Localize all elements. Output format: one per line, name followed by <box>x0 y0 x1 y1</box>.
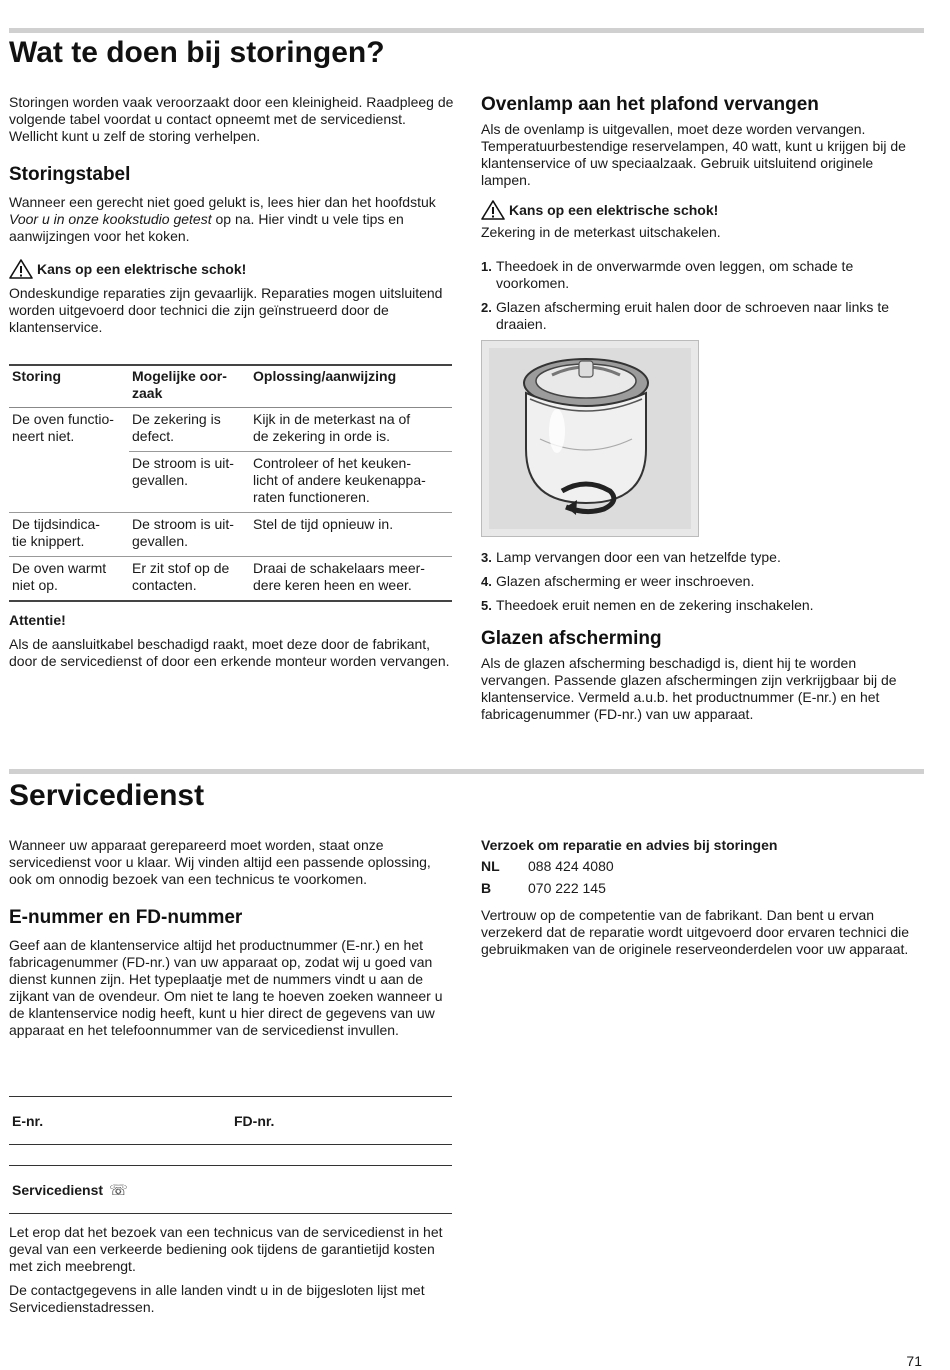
page-title-storingen: Wat te doen bij storingen? <box>9 36 385 69</box>
ovenlamp-intro: Als de ovenlamp is uitgevallen, moet deze worden vervangen. Temperatuurbestendige reservelampen, 40 watt, kunt u krijgen bij de klantenservice of uw speciaalzaak. Gebruik uitsluitend originele lampen. <box>481 121 906 188</box>
form-fdnr-label: FD-nr. <box>234 1113 275 1129</box>
page-title-servicedienst: Servicedienst <box>9 779 205 812</box>
form-line <box>9 1213 452 1214</box>
steps-list-b <box>481 549 926 614</box>
enr-text: Geef aan de klantenservice altijd het productnummer (E-nr.) en het fabricagenummer (FD-nr.) van uw apparaat op, zodat wij u goed van dienst kunnen zijn. Het typeplaatje met de nummers vindt u aan de zijkant van de ovendeur. Om niet te lang te hoeven zoeken wanneer u de klantenservice nodig heeft, kunt u hier direct de gegevens van uw apparaat en het telefoonnummer van de servicedienst invullen. <box>9 937 443 1038</box>
table-header: Mogelijke oor- zaak <box>132 368 227 401</box>
list-item: 3. Lamp vervangen door een van hetzelfde type. <box>481 549 781 565</box>
table-cell <box>9 452 129 513</box>
warning-triangle-icon <box>481 200 505 220</box>
table-row <box>9 408 452 452</box>
contact-row <box>481 877 926 899</box>
enr-heading: E-nummer en FD-nummer <box>9 907 243 928</box>
warning-electric-shock <box>481 200 926 220</box>
table-cell: De oven functio- neert niet. <box>12 411 114 444</box>
storingstabel <box>9 364 452 602</box>
country-code: NL <box>481 858 500 874</box>
ovenlamp-heading: Ovenlamp aan het plafond vervangen <box>481 94 819 115</box>
table-cell: Er zit stof op de contacten. <box>132 560 230 593</box>
table-row <box>9 557 452 602</box>
service-note: De contactgegevens in alle landen vindt u in de bijgesloten lijst met Servicedienstadressen. <box>9 1282 425 1315</box>
table-cell: Controleer of het keuken- licht of andere keukenappa- raten functioneren. <box>253 455 426 505</box>
page-number: 71 <box>906 1353 922 1369</box>
table-header-row <box>9 365 452 408</box>
storingstabel-intro: Wanneer een gerecht niet goed gelukt is, lees hier dan het hoofdstuk Voor u in onze kookstudio getest op na. Hier vindt u vele tips en aanwijzingen voor het koken. <box>9 194 436 244</box>
section-rule-service <box>9 769 924 774</box>
table-row <box>9 452 452 513</box>
request-heading: Verzoek om reparatie en advies bij storingen <box>481 837 778 853</box>
section-rule-top <box>9 28 924 33</box>
oven-lamp-cover-image <box>482 341 698 536</box>
warning-triangle-icon <box>9 259 33 279</box>
form-enr-label: E-nr. <box>12 1113 44 1129</box>
trust-text: Vertrouw op de competentie van de fabrikant. Dan bent u ervan verzekerd dat de reparatie wordt uitgevoerd door ervaren technici die gebruikmaken van de originele reserveonderdelen voor uw apparaat. <box>481 907 910 957</box>
table-cell: Kijk in de meterkast na of de zekering in orde is. <box>250 408 452 452</box>
service-intro: Wanneer uw apparaat gerepareerd moet worden, staat onze servicedienst voor u klaar. Wij vinden altijd een passende oplossing, ook om onnodig bezoek van een technicus te voorkomen. <box>9 837 431 887</box>
phone-number: 070 222 145 <box>528 880 606 896</box>
form-service-label: Servicedienst ☏ <box>12 1182 128 1199</box>
table-cell: Stel de tijd opnieuw in. <box>253 516 394 532</box>
list-item: 2. Glazen afscherming eruit halen door de schroeven naar links te draaien. <box>481 299 889 332</box>
table-cell: De zekering is defect. <box>129 408 250 452</box>
service-note: Let erop dat het bezoek van een technicus van de servicedienst in het geval van een verkeerde bediening ook tijdens de garantietijd kosten met zich meebrengt. <box>9 1224 443 1274</box>
warning-electric-shock <box>9 259 454 279</box>
ovenlamp-right-column <box>481 94 926 723</box>
warning-text: Zekering in de meterkast uitschakelen. <box>481 224 721 240</box>
list-item: 5. Theedoek eruit nemen en de zekering inschakelen. <box>481 597 814 613</box>
attention-text: Als de aansluitkabel beschadigd raakt, moet deze door de fabrikant, door de servicedienst of door een erkende monteur worden vervangen. <box>9 636 450 669</box>
list-item: 4. Glazen afscherming er weer inschroeven. <box>481 573 755 589</box>
glazen-heading: Glazen afscherming <box>481 628 662 649</box>
form-line <box>9 1144 452 1145</box>
list-item: 1. Theedoek in de onverwarmde oven leggen, om schade te voorkomen. <box>481 258 854 291</box>
form-line <box>9 1165 452 1166</box>
phone-icon: ☏ <box>109 1182 128 1199</box>
service-right-column <box>481 837 926 958</box>
service-notes <box>9 1224 454 1316</box>
lamp-illustration <box>481 340 699 537</box>
form-line <box>9 1096 452 1097</box>
warning-label: Kans op een elektrische schok! <box>509 201 719 218</box>
storingen-left-column <box>9 94 454 670</box>
glazen-text: Als de glazen afscherming beschadigd is, dient hij te worden vervangen. Passende glazen afschermingen zijn verkrijgbaar bij de klantenservice. Vermeld a.u.b. het productnummer (E-nr.) en het fabricagenummer (FD-nr.) van uw apparaat. <box>481 655 897 722</box>
attention-label: Attentie! <box>9 612 66 628</box>
storingstabel-heading: Storingstabel <box>9 164 131 185</box>
table-cell: Draai de schakelaars meer- dere keren heen en weer. <box>253 560 425 593</box>
table-cell: De stroom is uit- gevallen. <box>132 516 234 549</box>
table-cell: De tijdsindica- tie knippert. <box>12 516 100 549</box>
contact-row <box>481 855 926 877</box>
country-code: B <box>481 880 492 896</box>
table-cell: De oven warmt niet op. <box>12 560 107 593</box>
service-left-column <box>9 837 454 1039</box>
table-row <box>9 513 452 557</box>
warning-label: Kans op een elektrische schok! <box>37 260 247 277</box>
warning-text: Ondeskundige reparaties zijn gevaarlijk. Reparaties mogen uitsluitend worden uitgevoerd door technici die zijn geïnstrueerd door de klantenservice. <box>9 285 443 335</box>
steps-list-a <box>481 258 926 333</box>
table-header: Storing <box>12 368 61 384</box>
phone-number: 088 424 4080 <box>528 858 614 874</box>
storingen-intro: Storingen worden vaak veroorzaakt door een kleinigheid. Raadpleeg de volgende tabel voordat u contact opneemt met de servicedienst. Wellicht kunt u zelf de storing verhelpen. <box>9 94 454 144</box>
table-cell: De stroom is uit- gevallen. <box>132 455 234 488</box>
table-header: Oplossing/aanwijzing <box>253 368 397 384</box>
